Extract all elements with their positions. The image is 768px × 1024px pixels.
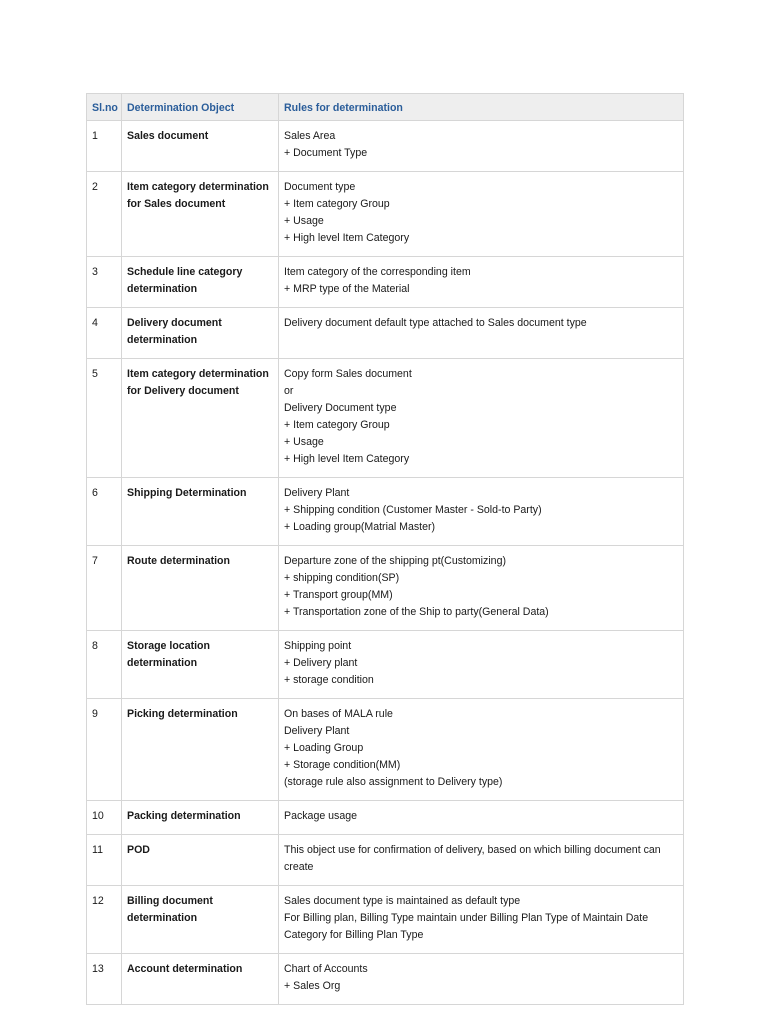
determination-table <box>86 93 684 1005</box>
rule-line: + storage condition <box>284 674 374 686</box>
determination-object: Packing determination <box>122 801 279 835</box>
determination-object: Sales document <box>122 121 279 172</box>
determination-rules <box>279 172 684 257</box>
rule-line: + Loading Group <box>284 742 364 754</box>
determination-rules <box>279 886 684 954</box>
determination-rules <box>279 257 684 308</box>
row-number: 2 <box>87 172 122 257</box>
rule-line: For Billing plan, Billing Type maintain under Billing Plan Type of Maintain Date Category for Billing Plan Type <box>284 912 649 941</box>
table-row <box>87 478 684 546</box>
table-row <box>87 172 684 257</box>
determination-object: Storage location determination <box>122 631 279 699</box>
row-number: 9 <box>87 699 122 801</box>
rule-line: + Item category Group <box>284 198 390 210</box>
rule-line: This object use for confirmation of delivery, based on which billing document can create <box>284 844 661 873</box>
rule-line: (storage rule also assignment to Delivery type) <box>284 776 503 788</box>
determination-object: Schedule line category determination <box>122 257 279 308</box>
table-row <box>87 546 684 631</box>
determination-rules <box>279 835 684 886</box>
rule-line: + Usage <box>284 436 324 448</box>
determination-rules <box>279 478 684 546</box>
determination-object: Item category determination for Sales document <box>122 172 279 257</box>
table-row <box>87 699 684 801</box>
table-row <box>87 631 684 699</box>
header-rules: Rules for determination <box>279 94 684 121</box>
table-row <box>87 886 684 954</box>
determination-rules <box>279 631 684 699</box>
rule-line: Delivery Document type <box>284 402 397 414</box>
determination-rules <box>279 954 684 1005</box>
rule-line: + shipping condition(SP) <box>284 572 400 584</box>
row-number: 3 <box>87 257 122 308</box>
determination-rules <box>279 121 684 172</box>
rule-line: + High level Item Category <box>284 232 410 244</box>
rule-line: Package usage <box>284 810 358 822</box>
row-number: 11 <box>87 835 122 886</box>
rule-line: + Transport group(MM) <box>284 589 393 601</box>
rule-line: or <box>284 385 294 397</box>
row-number: 7 <box>87 546 122 631</box>
determination-rules <box>279 308 684 359</box>
determination-object: Route determination <box>122 546 279 631</box>
table-header <box>87 94 684 121</box>
rule-line: Sales document type is maintained as default type <box>284 895 521 907</box>
determination-rules <box>279 359 684 478</box>
rule-line: Sales Area <box>284 130 336 142</box>
rule-line: + MRP type of the Material <box>284 283 410 295</box>
determination-rules <box>279 699 684 801</box>
rule-line: + Sales Org <box>284 980 341 992</box>
table-row <box>87 835 684 886</box>
rule-line: Delivery document default type attached to Sales document type <box>284 317 587 329</box>
rule-line: Departure zone of the shipping pt(Customizing) <box>284 555 506 567</box>
header-sl-no: Sl.no <box>87 94 122 121</box>
row-number: 12 <box>87 886 122 954</box>
rule-line: Copy form Sales document <box>284 368 412 380</box>
row-number: 13 <box>87 954 122 1005</box>
rule-line: + Transportation zone of the Ship to party(General Data) <box>284 606 549 618</box>
rule-line: + Shipping condition (Customer Master - Sold-to Party) <box>284 504 542 516</box>
rule-line: Delivery Plant <box>284 487 350 499</box>
header-determination-object: Determination Object <box>122 94 279 121</box>
rule-line: + Delivery plant <box>284 657 358 669</box>
rule-line: + Storage condition(MM) <box>284 759 401 771</box>
rule-line: + Item category Group <box>284 419 390 431</box>
rule-line: Document type <box>284 181 356 193</box>
row-number: 5 <box>87 359 122 478</box>
rule-line: Delivery Plant <box>284 725 350 737</box>
row-number: 1 <box>87 121 122 172</box>
rule-line: + Usage <box>284 215 324 227</box>
row-number: 6 <box>87 478 122 546</box>
determination-object: Account determination <box>122 954 279 1005</box>
table-row <box>87 257 684 308</box>
table-row <box>87 801 684 835</box>
row-number: 8 <box>87 631 122 699</box>
rule-line: Chart of Accounts <box>284 963 368 975</box>
rule-line: + Loading group(Matrial Master) <box>284 521 436 533</box>
determination-object: Delivery document determination <box>122 308 279 359</box>
table-body <box>87 121 684 1005</box>
table-row <box>87 308 684 359</box>
determination-object: Item category determination for Delivery document <box>122 359 279 478</box>
row-number: 4 <box>87 308 122 359</box>
determination-rules <box>279 546 684 631</box>
row-number: 10 <box>87 801 122 835</box>
determination-object: Billing document determination <box>122 886 279 954</box>
rule-line: On bases of MALA rule <box>284 708 393 720</box>
determination-object: Picking determination <box>122 699 279 801</box>
rule-line: + Document Type <box>284 147 368 159</box>
rule-line: Item category of the corresponding item <box>284 266 471 278</box>
table-row <box>87 121 684 172</box>
rule-line: + High level Item Category <box>284 453 410 465</box>
table-row <box>87 954 684 1005</box>
determination-object: Shipping Determination <box>122 478 279 546</box>
header-row <box>87 94 684 121</box>
rule-line: Shipping point <box>284 640 352 652</box>
determination-object: POD <box>122 835 279 886</box>
determination-rules <box>279 801 684 835</box>
table-row <box>87 359 684 478</box>
